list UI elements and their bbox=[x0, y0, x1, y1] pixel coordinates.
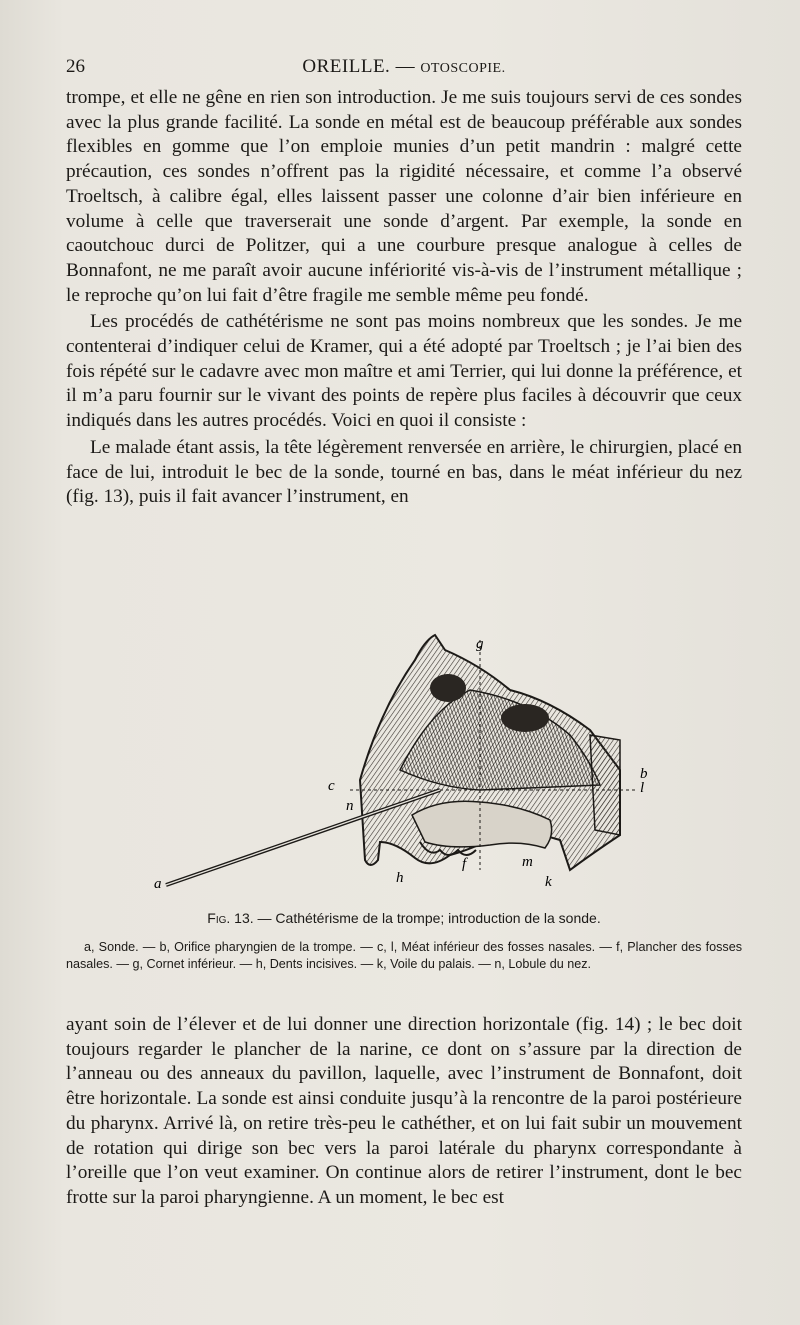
body-text-top bbox=[66, 86, 742, 510]
label-l: l bbox=[640, 780, 645, 796]
paragraph: Le malade étant assis, la tête légèrement renversée en arrière, le chirurgien, placé en face de lui, introduit le bec de la sonde, tourné en bas, dans le méat inférieur du nez (fig. 13), puis il fait avancer l’instrument, en bbox=[66, 436, 742, 508]
label-b: b bbox=[640, 766, 648, 782]
label-h: h bbox=[396, 870, 404, 886]
paragraph: trompe, et elle ne gêne en rien son introduction. Je me suis toujours servi de ces sondes avec la plus grande facilité. La sonde en métal est de beaucoup préférable aux sondes flexibles en gomme que l’on emploie munies d’un petit mandrin : malgré cette précaution, ces sondes n’offrent pas la rigidité nécessaire, et comme l’a observé Troeltsch, à calibre égal, elles laissent passer une colonne d’air bien inférieure en volume à celle que traverserait une sonde d’argent. Par exemple, la sonde en caoutchouc durci de Politzer, qui a une courbure presque analogue à celles de Bonnafont, ne me paraît avoir aucune infériorité vis-à-vis de l’instrument métallique ; le reproche qu’on lui fait d’être fragile me semble même peu fondé. bbox=[66, 87, 742, 306]
page-number: 26 bbox=[66, 56, 85, 77]
label-m: m bbox=[522, 854, 533, 870]
running-title-main: OREILLE. bbox=[302, 56, 391, 77]
figure-caption-text: — Cathétérisme de la trompe; introduction de la sonde. bbox=[253, 910, 601, 926]
sagittal-head-section bbox=[360, 635, 620, 870]
label-k: k bbox=[545, 874, 552, 890]
label-g: g bbox=[476, 636, 484, 652]
paragraph: ayant soin de l’élever et de lui donner une direction horizontale (fig. 14) ; le bec doit toujours regarder le plancher de la narine, ce dont on s’assure par la direction de l’anneau ou des anneaux du pavillon, laquelle, avec l’instrument de Bonnafont, doit être horizontale. La sonde est ainsi conduite jusqu’à la rencontre de la paroi postérieure du pharynx. Arrivé là, on retire très-peu le cathéther, et on lui fait subir un mouvement de rotation qui dirige son bec vers la paroi latérale du pharynx correspondante à l’oreille que l’on veut examiner. On continue alors de retirer l’instrument, dont le bec frotte sur la paroi pharyngienne. A un moment, le bec est bbox=[66, 1014, 742, 1208]
running-title-separator: — bbox=[390, 56, 421, 77]
body-text-bottom bbox=[66, 1013, 742, 1211]
label-n: n bbox=[346, 798, 354, 814]
figure-caption bbox=[66, 910, 742, 926]
running-header bbox=[66, 56, 742, 80]
label-a: a bbox=[154, 876, 162, 892]
figure-legend: a, Sonde. — b, Orifice pharyngien de la trompe. — c, l, Méat inférieur des fosses nasales. — f, Plancher des fosses nasales. — g, Cornet inférieur. — h, Dents incisives. — k, Voile du palais. — n, Lobule du nez. bbox=[66, 940, 742, 971]
figure-number: Fig. 13. bbox=[207, 910, 254, 926]
running-title bbox=[66, 56, 742, 78]
paragraph: Les procédés de cathétérisme ne sont pas moins nombreux que les sondes. Je me contenterai d’indiquer celui de Kramer, qui a été adopté par Troeltsch ; je l’ai bien des fois répété sur le cadavre avec mon maître et ami Terrier, qui lui donne la préférence, et il m’a paru fournir sur le vivant des points de repère plus faciles à découvrir que ceux indiqués dans les autres procédés. Voici en quoi il consiste : bbox=[66, 311, 742, 432]
label-f: f bbox=[462, 856, 467, 872]
label-c: c bbox=[328, 778, 335, 794]
figure-13-illustration bbox=[150, 620, 650, 900]
running-title-sub: OTOSCOPIE. bbox=[420, 61, 506, 76]
